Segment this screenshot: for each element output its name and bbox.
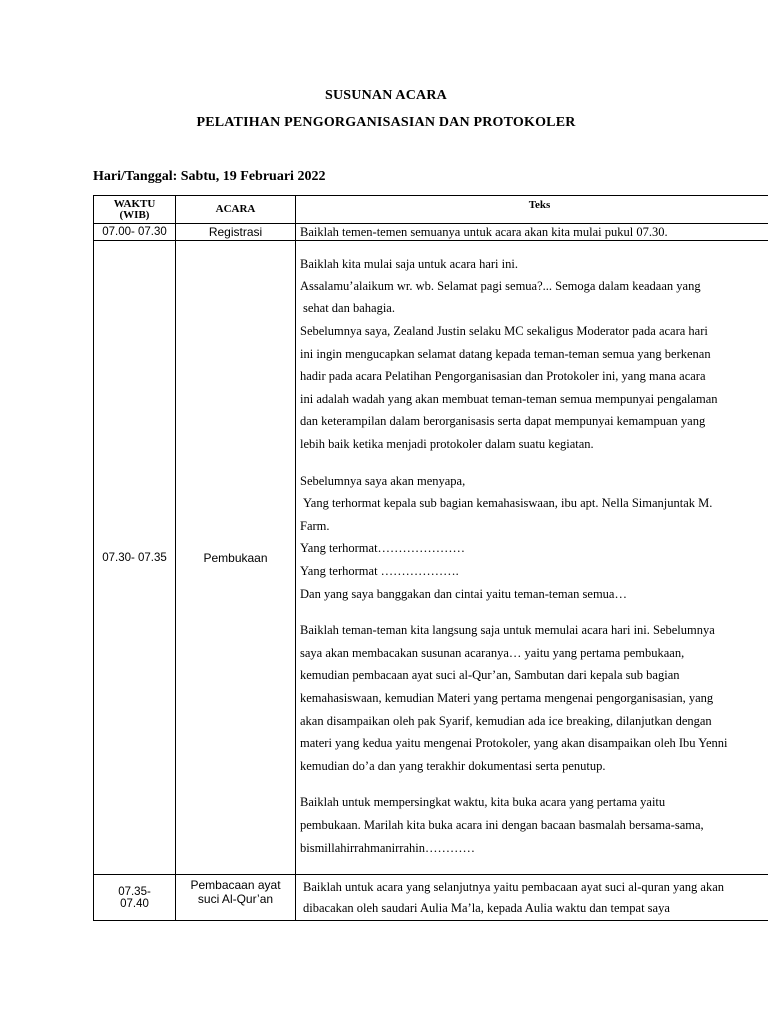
text-line: kemudian do’a dan yang terakhir dokumentasi serta penutup. (300, 758, 606, 773)
text-line: Assalamu’alaikum wr. wb. Selamat pagi semua?... Semoga dalam keadaan yang (300, 278, 701, 293)
text-line: ini ingin mengucapkan selamat datang kepada teman-teman semua yang berkenan (300, 346, 711, 361)
document-title: SUSUNAN ACARA (324, 88, 447, 103)
text-line: lebih baik ketika menjadi protokoler dalam suatu kegiatan. (300, 437, 594, 452)
table-row (94, 875, 768, 921)
table-header-row (94, 196, 768, 224)
text-line: ini adalah wadah yang akan membuat teman-teman semua mempunyai pengalaman (300, 391, 718, 406)
row-acara-line2: suci Al-Qur’an (197, 892, 274, 906)
header-waktu (94, 196, 176, 224)
text-line: dan keterampilan dalam berorganisasis serta dapat mempunyai kemampuan yang (300, 414, 706, 429)
row-waktu: 07.00- 07.30 (94, 224, 176, 241)
table-row (94, 224, 768, 241)
text-line: kemahasiswaan, kemudian Materi yang pertama mengenai pengorganisasian, yang (300, 690, 714, 705)
row-waktu-line1: 07.35- (118, 885, 151, 898)
paragraph-gap (300, 457, 768, 471)
text-line: Yang terhormat ………………. (300, 564, 459, 578)
text-line: Sebelumnya saya, Zealand Justin selaku MC sekaligus Moderator pada acara hari (300, 324, 708, 339)
row-waktu-line2: 07.40 (120, 897, 149, 910)
row-acara: Pembukaan (176, 241, 296, 875)
text-line: Baiklah teman-teman kita langsung saja untuk memulai acara hari ini. Sebelumnya (300, 623, 715, 638)
text-line: Baiklah untuk mempersingkat waktu, kita buka acara yang pertama yaitu (300, 795, 666, 810)
row-waktu: 07.30- 07.35 (94, 241, 176, 875)
paragraph-gap (300, 778, 768, 792)
text-line: Baiklah kita mulai saja untuk acara hari ini. (300, 256, 518, 271)
agenda-table (93, 195, 768, 921)
text-line: bismillahirrahmanirrahin………… (300, 840, 475, 855)
text-line: Yang terhormat kepala sub bagian kemahasiswaan, ibu apt. Nella Simanjuntak M. (303, 496, 713, 511)
text-line: dibacakan oleh saudari Aulia Ma’la, kepada Aulia waktu dan tempat saya (303, 901, 670, 915)
header-acara: ACARA (176, 196, 296, 224)
text-line: Yang terhormat………………… (300, 541, 466, 556)
text-line: Farm. (300, 518, 330, 533)
text-line: Baiklah untuk acara yang selanjutnya yaitu pembacaan ayat suci al-quran yang akan (303, 880, 725, 894)
row-acara-line1: Pembacaan ayat (190, 878, 281, 892)
header-teks: Teks (296, 196, 768, 224)
header-waktu-line2: (WIB) (119, 208, 150, 221)
row-teks (296, 241, 768, 875)
row-acara: Registrasi (176, 224, 296, 241)
text-line: materi yang kedua yaitu mengenai Protokoler, yang akan disampaikan oleh Ibu Yenni (300, 736, 728, 751)
table-row (94, 241, 768, 875)
header-waktu-line1: WAKTU (113, 197, 156, 210)
text-line: sehat dan bahagia. (303, 301, 395, 316)
document-subtitle: PELATIHAN PENGORGANISASIAN DAN PROTOKOLER (196, 115, 576, 130)
text-line: akan disampaikan oleh pak Syarif, kemudian ada ice breaking, dilanjutkan dengan (300, 713, 712, 728)
row-teks: Baiklah temen-temen semuanya untuk acara akan kita mulai pukul 07.30. (296, 224, 768, 241)
text-line: kemudian pembacaan ayat suci al-Qur’an, Sambutan dari kepala sub bagian (300, 668, 680, 683)
text-line: pembukaan. Marilah kita buka acara ini dengan bacaan basmalah bersama-sama, (300, 817, 704, 832)
text-line: saya akan membacakan susunan acaranya… yaitu yang pertama pembukaan, (300, 645, 685, 660)
row-teks (296, 875, 768, 921)
text-line: hadir pada acara Pelatihan Pengorganisasian dan Protokoler ini, yang mana acara (300, 369, 706, 384)
row-acara (176, 875, 296, 921)
text-line: Sebelumnya saya akan menyapa, (300, 473, 466, 488)
row-waktu (94, 875, 176, 921)
paragraph-gap (300, 606, 768, 620)
date-line: Hari/Tanggal: Sabtu, 19 Februari 2022 (93, 169, 326, 184)
text-line: Dan yang saya banggakan dan cintai yaitu teman-teman semua… (300, 586, 627, 601)
